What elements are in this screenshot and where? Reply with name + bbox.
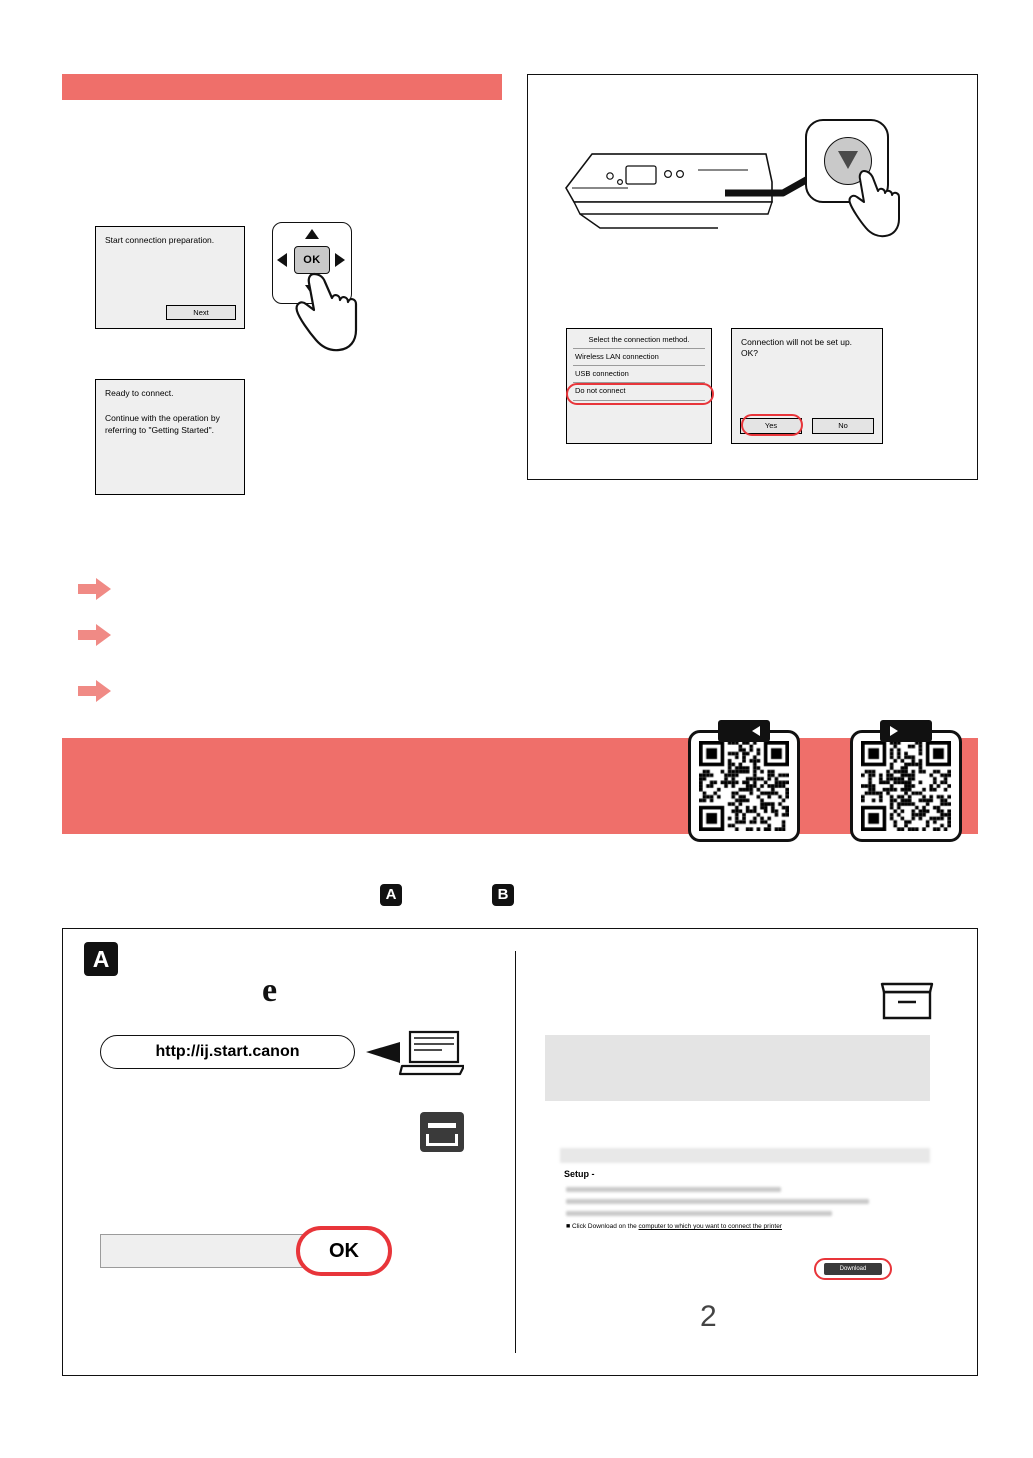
- text-line: [566, 1211, 832, 1216]
- lcd-screen-start-connection: [95, 226, 245, 329]
- arrow-right-icon: [78, 622, 112, 648]
- menu-item-do-not-connect[interactable]: Do not connect: [573, 383, 705, 400]
- setup-title: Setup -: [564, 1169, 595, 1179]
- browser-screenshot: [560, 1148, 930, 1296]
- qr-code-left-image: [699, 741, 789, 831]
- qr-code-block-right[interactable]: [850, 730, 962, 842]
- download-button-highlight: [814, 1258, 892, 1280]
- download-note-link[interactable]: computer to which you want to connect the printer: [638, 1223, 782, 1230]
- section-heading-bar-bottom: [62, 738, 978, 834]
- download-note: ■ Click Download on the computer to which you want to connect the printer: [566, 1223, 782, 1230]
- triangle-up-icon[interactable]: [305, 229, 319, 239]
- section-heading-bar-top: [62, 74, 502, 100]
- package-box-icon: [420, 1112, 464, 1152]
- download-button[interactable]: Download: [824, 1263, 882, 1275]
- arrow-right-icon: [78, 678, 112, 704]
- lcd-screen-ready-to-connect: [95, 379, 245, 495]
- arrow-left-pointer: [358, 1040, 402, 1066]
- yes-button[interactable]: Yes: [740, 418, 802, 434]
- qr-code-block-left[interactable]: [688, 730, 800, 842]
- instruction-gray-block: [545, 1035, 930, 1101]
- highlight-yes-button: [741, 414, 803, 436]
- menu-item-wireless-lan[interactable]: Wireless LAN connection: [573, 349, 705, 366]
- qr-code-left[interactable]: [688, 730, 800, 842]
- connection-method-title: Select the connection method.: [573, 335, 705, 349]
- arrow-right-icon: [78, 576, 112, 602]
- lcd-ready-line3: referring to "Getting Started".: [105, 424, 215, 435]
- inline-mark-a: A: [380, 884, 402, 906]
- lcd-start-line1: Start connection preparation.: [105, 235, 215, 245]
- highlight-do-not-connect: [566, 383, 714, 405]
- text-line: [566, 1199, 869, 1204]
- no-button[interactable]: No: [812, 418, 874, 434]
- inline-mark-b: B: [492, 884, 514, 906]
- pointing-hand-icon: [292, 268, 362, 354]
- menu-item-usb[interactable]: USB connection: [573, 366, 705, 383]
- panel-a-badge: A: [84, 942, 118, 976]
- url-field[interactable]: http://ij.start.canon: [100, 1035, 355, 1069]
- browser-e-logo-icon: e: [262, 972, 278, 1009]
- ok-button[interactable]: OK: [296, 1226, 392, 1276]
- browser-header: [560, 1148, 930, 1163]
- qr-code-right-image: [861, 741, 951, 831]
- laptop-icon: [398, 1028, 464, 1080]
- lcd-ready-line1: Ready to connect.: [105, 388, 174, 398]
- download-note-prefix: Click Download on the: [572, 1223, 639, 1230]
- text-line: [566, 1187, 781, 1192]
- panel-a-divider: [515, 951, 516, 1353]
- package-box-icon: [880, 980, 934, 1022]
- triangle-left-icon[interactable]: [277, 253, 287, 267]
- lcd-ready-line2: Continue with the operation by: [105, 413, 220, 424]
- confirm-line1: Connection will not be set up.: [741, 337, 853, 347]
- ok-button[interactable]: OK: [294, 246, 330, 274]
- triangle-right-icon[interactable]: [335, 253, 345, 267]
- video-right-icon: [880, 720, 932, 742]
- lcd-next-button[interactable]: Next: [166, 305, 236, 320]
- step-number: 2: [700, 1300, 717, 1333]
- video-left-icon: [718, 720, 770, 742]
- pointing-hand-icon: [846, 167, 904, 241]
- confirm-line2: OK?: [741, 348, 759, 359]
- qr-code-right[interactable]: [850, 730, 962, 842]
